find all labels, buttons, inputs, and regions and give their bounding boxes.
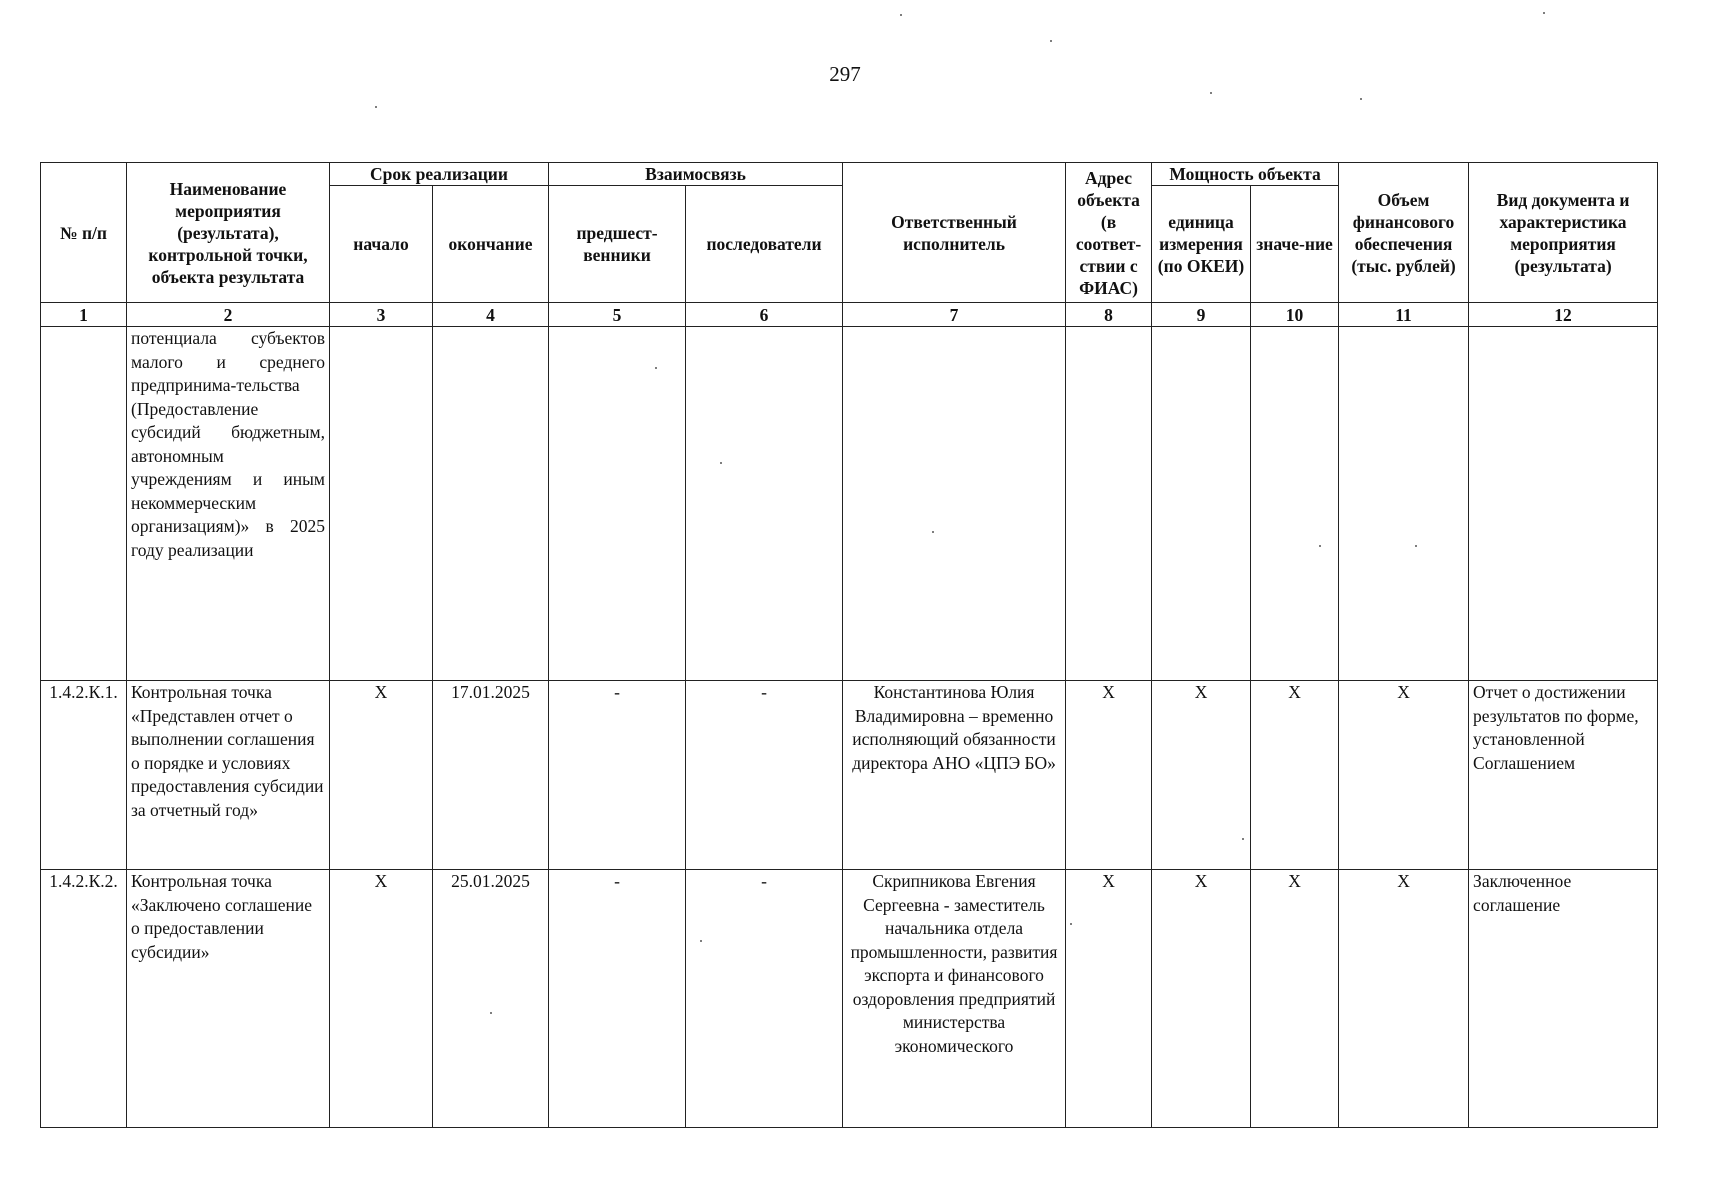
column-number: 6 [686, 303, 843, 327]
scan-speck [1543, 12, 1545, 14]
row-value: X [1251, 870, 1339, 1128]
scan-speck [375, 106, 377, 108]
row-start: X [330, 870, 433, 1128]
scan-speck [1050, 40, 1052, 42]
row-unit [1152, 327, 1251, 681]
row-num: 1.4.2.К.1. [41, 681, 127, 870]
table-row [41, 327, 1658, 681]
row-name: Контрольная точка «Заключено соглашение о предоставлении субсидии» [127, 870, 330, 1128]
header-financing: Объем финансового обеспечения (тыс. рублей) [1339, 163, 1469, 303]
header-name: Наименование мероприятия (результата), контрольной точки, объекта результата [127, 163, 330, 303]
activities-table-container [40, 162, 1657, 1128]
row-value: X [1251, 681, 1339, 870]
row-successors: - [686, 681, 843, 870]
table-row [41, 870, 1658, 1128]
header-predecessors: предшест-венники [549, 186, 686, 303]
header-successors: последователи [686, 186, 843, 303]
row-responsible: Константинова Юлия Владимировна – временно исполняющий обязанности директора АНО «ЦПЭ БО» [843, 681, 1066, 870]
scan-speck [1415, 545, 1417, 547]
header-document: Вид документа и характеристика мероприятия (результата) [1469, 163, 1658, 303]
row-financing: X [1339, 870, 1469, 1128]
row-predecessors: - [549, 681, 686, 870]
header-group-power: Мощность объекта [1152, 163, 1339, 186]
column-numbers-row [41, 303, 1658, 327]
row-value [1251, 327, 1339, 681]
activities-table [40, 162, 1658, 1128]
row-successors: - [686, 870, 843, 1128]
scan-speck [1242, 838, 1244, 840]
row-num: 1.4.2.К.2. [41, 870, 127, 1128]
row-end: 17.01.2025 [433, 681, 549, 870]
row-num [41, 327, 127, 681]
header-responsible: Ответственный исполнитель [843, 163, 1066, 303]
column-number: 8 [1066, 303, 1152, 327]
column-number: 3 [330, 303, 433, 327]
row-document [1469, 327, 1658, 681]
row-address [1066, 327, 1152, 681]
row-responsible [843, 327, 1066, 681]
column-number: 12 [1469, 303, 1658, 327]
scan-speck [900, 14, 902, 16]
row-predecessors: - [549, 870, 686, 1128]
header-num: № п/п [41, 163, 127, 303]
row-document: Отчет о достижении результатов по форме, установленной Соглашением [1469, 681, 1658, 870]
scan-speck [720, 462, 722, 464]
page-number: 297 [829, 62, 861, 86]
header-group-link: Взаимосвязь [549, 163, 843, 186]
header-start: начало [330, 186, 433, 303]
column-number: 4 [433, 303, 549, 327]
column-number: 2 [127, 303, 330, 327]
row-name: Контрольная точка «Представлен отчет о выполнении соглашения о порядке и условиях предоставления субсидии за отчетный год» [127, 681, 330, 870]
column-number: 11 [1339, 303, 1469, 327]
column-number: 9 [1152, 303, 1251, 327]
column-number: 10 [1251, 303, 1339, 327]
header-value: значе-ние [1251, 186, 1339, 303]
row-start [330, 327, 433, 681]
header-group-term: Срок реализации [330, 163, 549, 186]
row-start: X [330, 681, 433, 870]
column-number: 7 [843, 303, 1066, 327]
scan-speck [700, 940, 702, 942]
row-end: 25.01.2025 [433, 870, 549, 1128]
scan-speck [490, 1012, 492, 1014]
row-unit: X [1152, 681, 1251, 870]
scan-speck [1070, 923, 1072, 925]
scan-speck [655, 367, 657, 369]
row-name: потенциала субъектов малого и среднего предпринима-тельства (Предоставление субсидий бюджетным, автономным учреждениям и иным некоммерческим организациям)» в 2025 году реализации [127, 327, 330, 681]
header-end: окончание [433, 186, 549, 303]
row-predecessors [549, 327, 686, 681]
row-successors [686, 327, 843, 681]
scan-speck [1319, 545, 1321, 547]
row-document: Заключенное соглашение [1469, 870, 1658, 1128]
column-number: 1 [41, 303, 127, 327]
header-address: Адрес объекта (в соответ-ствии с ФИАС) [1066, 163, 1152, 303]
row-address: X [1066, 681, 1152, 870]
column-number: 5 [549, 303, 686, 327]
scan-speck [1360, 98, 1362, 100]
row-financing [1339, 327, 1469, 681]
scan-speck [1210, 92, 1212, 94]
header-unit: единица измерения (по ОКЕИ) [1152, 186, 1251, 303]
row-unit: X [1152, 870, 1251, 1128]
table-row [41, 681, 1658, 870]
row-responsible: Скрипникова Евгения Сергеевна - заместитель начальника отдела промышленности, развития экспорта и финансового оздоровления предприятий министерства экономического [843, 870, 1066, 1128]
row-financing: X [1339, 681, 1469, 870]
scan-speck [932, 531, 934, 533]
row-address: X [1066, 870, 1152, 1128]
header-row-1 [41, 163, 1658, 186]
row-end [433, 327, 549, 681]
